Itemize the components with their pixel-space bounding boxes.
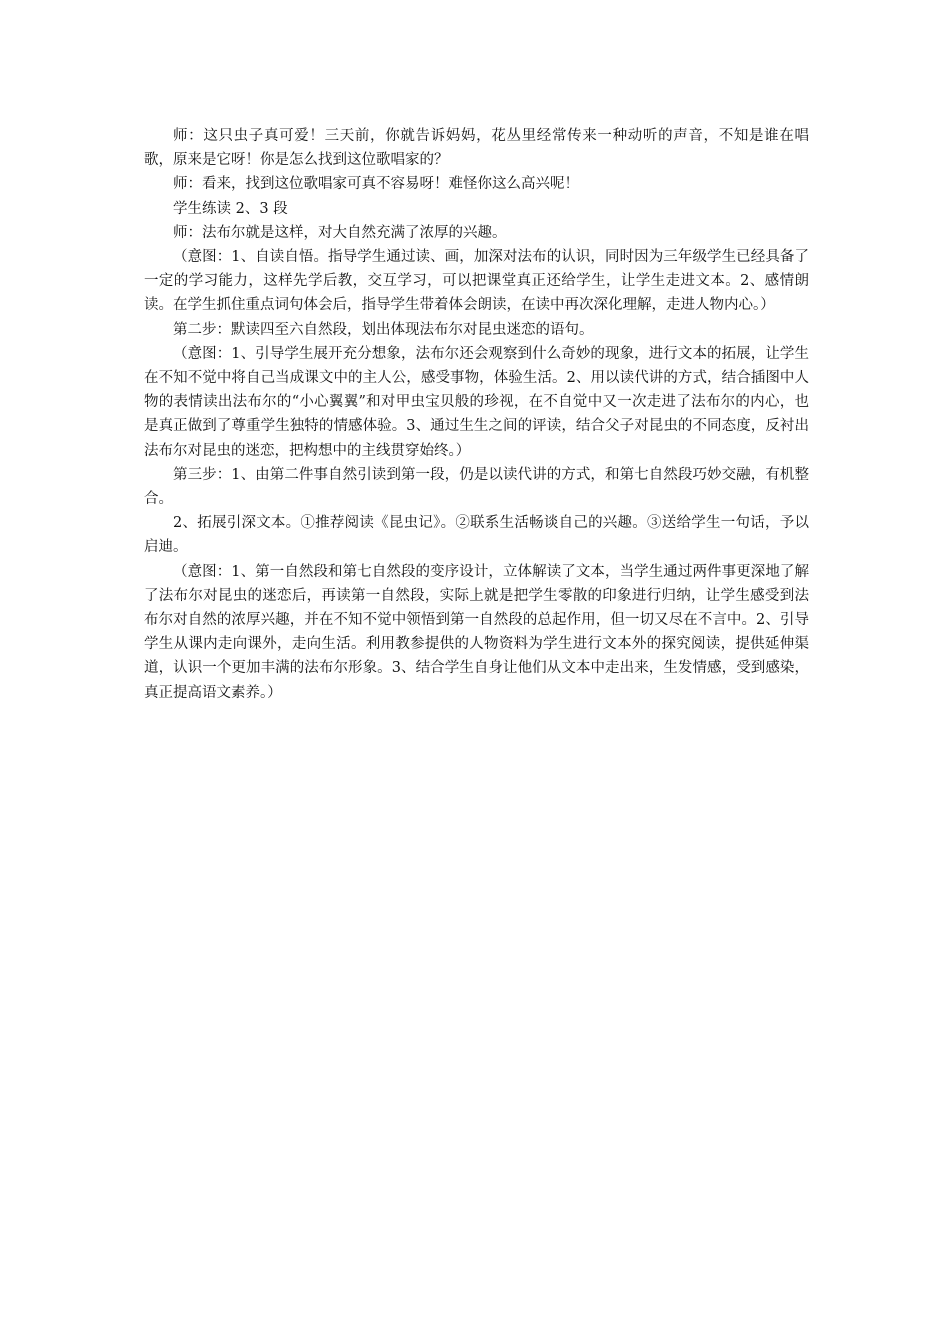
paragraph-step-two: 第二步：默读四至六自然段，划出体现法布尔对昆虫迷恋的语句。 (173, 321, 594, 338)
paragraph-intent-3: （意图：1、第一自然段和第七自然段的变序设计，立体解读了文本，当学生通过两件事更深地了解了法布尔对昆虫的迷恋后，再读第一自然段，实际上就是把学生零散的印象进行归纳，让学生感受到法布尔对自然的浓厚兴趣，并在不知不觉中领悟到第一自然段的总起作用，但一切又尽在不言中。2、引导学生从课内走向课外，走向生活。利用教参提供的人物资料为学生进行文本外的探究阅读，提供延伸渠道，认识一个更加丰满的法布尔形象。3、结合学生自身让他们从文本中走出来，生发情感，受到感染，真正提高语文素养。） (144, 563, 809, 701)
paragraph-intent-2: （意图：1、引导学生展开充分想象，法布尔还会观察到什么奇妙的现象，进行文本的拓展，让学生在不知不觉中将自己当成课文中的主人公，感受事物，体验生活。2、用以读代讲的方式，结合插图中人物的表情读出法布尔的“小心翼翼”和对甲虫宝贝般的珍视，在不自觉中又一次走进了法布尔的内心，也是真正做到了尊重学生独特的情感体验。3、通过生生之间的评读，结合父子对昆虫的不同态度，反衬出法布尔对昆虫的迷恋，把构想中的主线贯穿始终。） (144, 345, 809, 459)
paragraph-step-three: 第三步：1、由第二件事自然引读到第一段，仍是以读代讲的方式，和第七自然段巧妙交融，有机整合。 (144, 466, 809, 508)
paragraph-teacher-remark: 师：看来，找到这位歌唱家可真不容易呀！难怪你这么高兴呢！ (173, 176, 579, 193)
paragraph-teacher-question: 师：这只虫子真可爱！三天前，你就告诉妈妈，花丛里经常传来一种动听的声音，不知是谁在唱歌，原来是它呀！你是怎么找到这位歌唱家的？ (144, 128, 809, 169)
paragraph-student-practice: 学生练读 2、3 段 (173, 200, 288, 217)
paragraph-teacher-summary: 师：法布尔就是这样，对大自然充满了浓厚的兴趣。 (173, 224, 507, 241)
paragraph-intent-1: （意图：1、自读自悟。指导学生通过读、画，加深对法布的认识，同时因为三年级学生已经具备了一定的学习能力，这样先学后教，交互学习，可以把课堂真正还给学生，让学生走进文本。2、感情朗读。在学生抓住重点词句体会后，指导学生带着体会朗读，在读中再次深化理解，走进人物内心。） (144, 249, 809, 314)
paragraph-extension: 2、拓展引深文本。①推荐阅读《昆虫记》。②联系生活畅谈自己的兴趣。③送给学生一句话，予以启迪。 (144, 515, 809, 556)
document-body (144, 124, 809, 705)
